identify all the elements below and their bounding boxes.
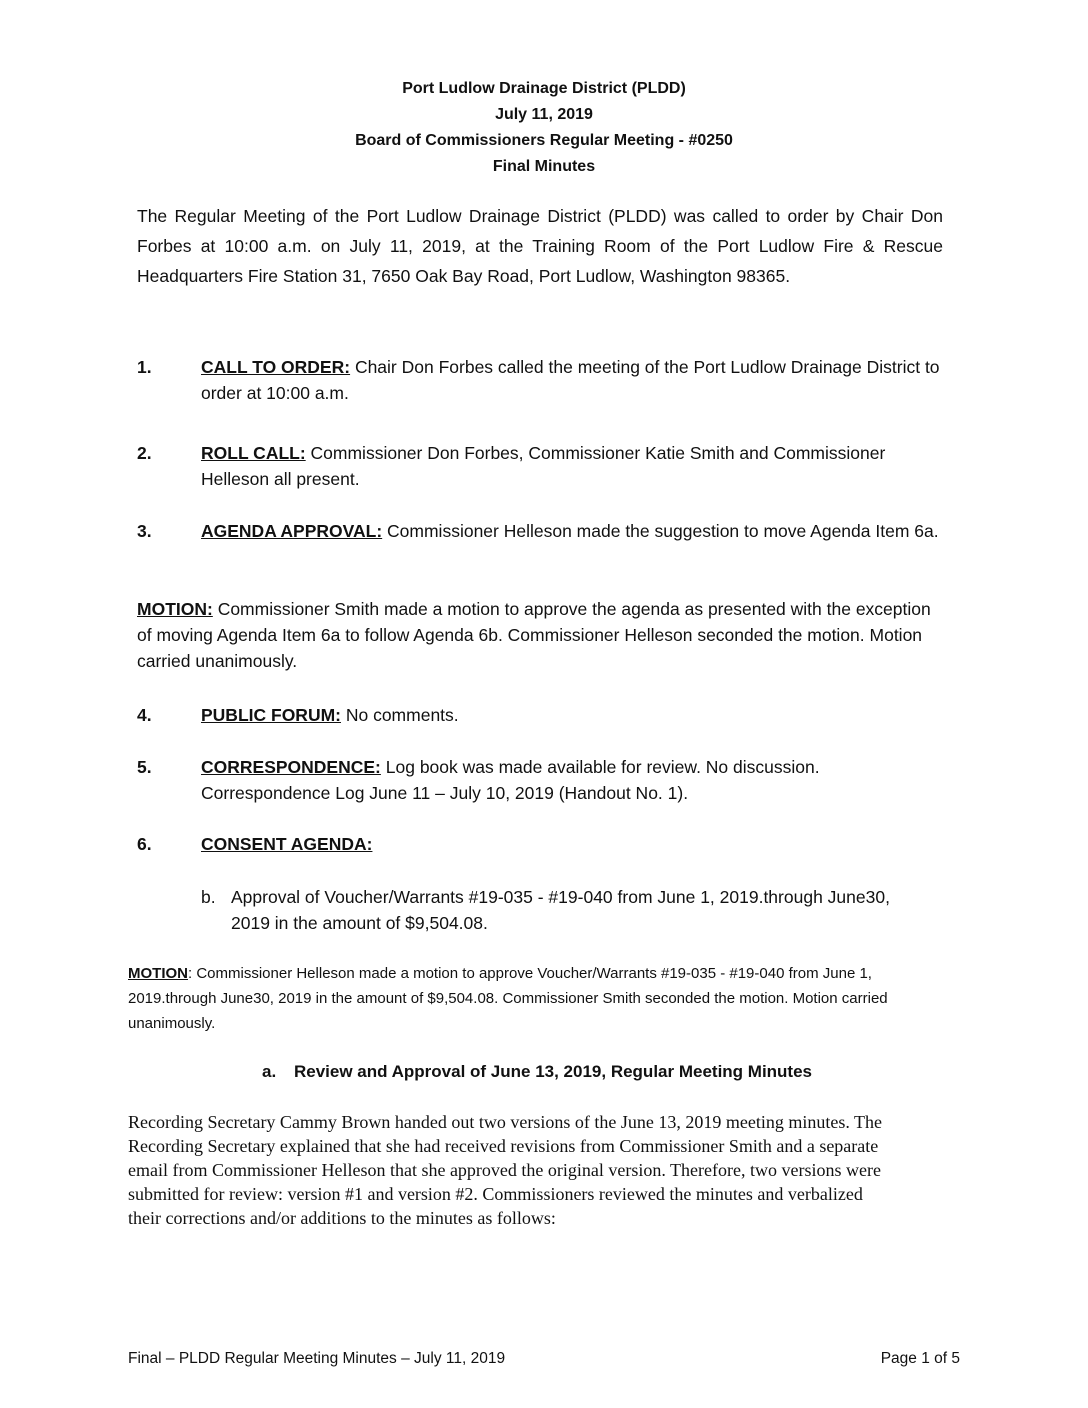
item-agenda-approval xyxy=(137,518,943,570)
item-consent-agenda xyxy=(137,831,943,857)
footer-title: Final – PLDD Regular Meeting Minutes – July 11, 2019 xyxy=(128,1350,506,1367)
header-meeting: Board of Commissioners Regular Meeting - #0250 xyxy=(355,132,733,149)
motion-agenda xyxy=(137,596,943,674)
minutes-review-paragraph: Recording Secretary Cammy Brown handed out two versions of the June 13, 2019 meeting minutes. The Recording Secretary explained that she had received revisions from Commissioner Smith and a separate email from Commissioner Helleson that she approved the original version. Therefore, two versions were submitted for review: version #1 and version #2. Commissioners reviewed the minutes and verbalized their corrections and/or additions to the minutes as follows: xyxy=(128,1112,883,1228)
item-label: PUBLIC FORUM: xyxy=(201,705,341,725)
item-text: Commissioner Don Forbes, Commissioner Katie Smith and Commissioner Helleson all present. xyxy=(201,443,886,489)
header-date: July 11, 2019 xyxy=(495,106,593,123)
footer-page-number: Page 1 of 5 xyxy=(880,1350,960,1367)
item-text: No comments. xyxy=(340,705,459,725)
item-label: CALL TO ORDER: xyxy=(201,357,351,377)
section-a-heading xyxy=(262,1059,812,1085)
section-letter: a. xyxy=(262,1062,277,1081)
intro-paragraph: The Regular Meeting of the Port Ludlow Drainage District (PLDD) was called to order by Chair Don Forbes at 10:00 a.m. on July 11, 2019, at the Training Room of the Port Ludlow Fire & Rescue Headquarters Fire Station 31, 7650 Oak Bay Road, Port Ludlow, Washington 98365. xyxy=(137,206,943,286)
item-number: 3. xyxy=(137,521,152,541)
item-roll-call xyxy=(137,440,943,492)
item-correspondence xyxy=(137,754,943,806)
item-number: 1. xyxy=(137,357,152,377)
item-number: 2. xyxy=(137,443,152,463)
consent-item-letter: b. xyxy=(201,887,216,907)
item-number: 6. xyxy=(137,834,152,854)
motion-text: : Commissioner Helleson made a motion to approve Voucher/Warrants #19-035 - #19-040 from June 1, 2019.through June30, 2019 in the amount of $9,504.08. Commissioner Smith seconded the motion. Motion carried unanimously. xyxy=(128,965,888,1032)
item-public-forum xyxy=(137,702,943,728)
motion-vouchers xyxy=(128,961,948,1036)
consent-item-text: Approval of Voucher/Warrants #19-035 - #19-040 from June 1, 2019.through June30, 2019 in the amount of $9,504.08. xyxy=(231,887,890,933)
item-text: Commissioner Helleson made the suggestion to move Agenda Item 6a. xyxy=(382,521,939,541)
item-label: CONSENT AGENDA: xyxy=(201,834,373,854)
section-title: Review and Approval of June 13, 2019, Regular Meeting Minutes xyxy=(294,1062,813,1081)
header-district: Port Ludlow Drainage District (PLDD) xyxy=(402,80,686,97)
motion-label: MOTION: xyxy=(137,599,213,619)
item-number: 5. xyxy=(137,757,152,777)
item-call-to-order xyxy=(137,354,943,406)
item-text: Log book was made available for review. No discussion. Correspondence Log June 11 – July 10, 2019 (Handout No. 1). xyxy=(201,757,820,803)
consent-item-b xyxy=(201,884,901,936)
header-status: Final Minutes xyxy=(492,158,596,175)
item-label: CORRESPONDENCE: xyxy=(201,757,381,777)
item-label: AGENDA APPROVAL: xyxy=(201,521,383,541)
item-label: ROLL CALL: xyxy=(201,443,306,463)
item-text: Chair Don Forbes called the meeting of the Port Ludlow Drainage District to order at 10:00 a.m. xyxy=(201,357,940,403)
document-header xyxy=(0,76,1088,180)
motion-text: Commissioner Smith made a motion to approve the agenda as presented with the exception of moving Agenda Item 6a to follow Agenda 6b. Commissioner Helleson seconded the motion. Motion carried unanimously. xyxy=(137,599,931,671)
item-number: 4. xyxy=(137,705,152,725)
motion-label: MOTION xyxy=(128,965,188,982)
